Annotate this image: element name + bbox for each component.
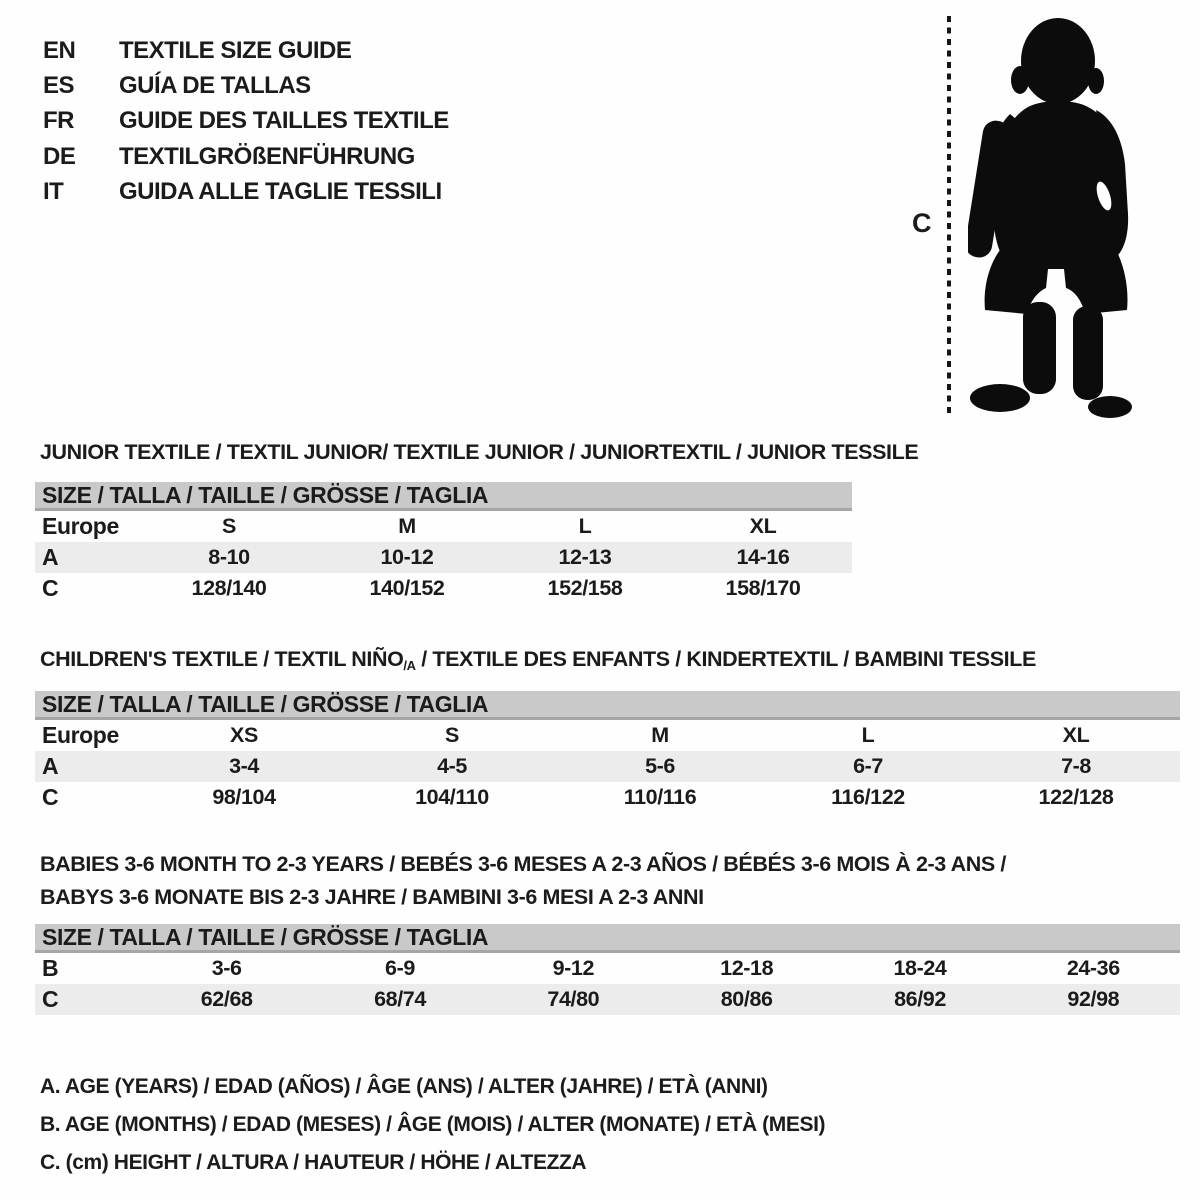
- table-cell: 122/128: [1038, 785, 1114, 809]
- table-cell: L: [861, 723, 875, 747]
- babies-size-table: [35, 924, 1180, 1015]
- language-code: IT: [43, 178, 64, 206]
- row-label: C: [42, 575, 59, 601]
- table-cell: 12-13: [558, 545, 612, 569]
- size-header: SIZE / TALLA / TAILLE / GRÖSSE / TAGLIA: [35, 691, 1180, 720]
- row-label: C: [42, 784, 59, 810]
- section-title-line2: BABYS 3-6 MONATE BIS 2-3 JAHRE / BAMBINI 3-6 MESI A 2-3 ANNI: [40, 885, 704, 909]
- language-label: GUIDA ALLE TAGLIE TESSILI: [119, 178, 442, 206]
- language-label: GUIDE DES TAILLES TEXTILE: [119, 107, 449, 135]
- language-list: [43, 33, 449, 210]
- language-code: FR: [43, 107, 74, 135]
- table-cell: 104/110: [415, 785, 489, 809]
- table-cell: XL: [1062, 723, 1090, 747]
- table-cell: 158/170: [725, 576, 801, 600]
- section-title-text: / TEXTILE DES ENFANTS / KINDERTEXTIL / BAMBINI TESSILE: [415, 647, 1036, 671]
- table-cell: S: [222, 514, 236, 538]
- table-row-height: [35, 782, 1180, 813]
- table-cell: M: [651, 723, 669, 747]
- row-label: C: [42, 986, 59, 1012]
- table-cell: 24-36: [1066, 956, 1120, 980]
- table-cell: 7-8: [1061, 754, 1091, 778]
- table-cell: 98/104: [212, 785, 276, 809]
- size-header: SIZE / TALLA / TAILLE / GRÖSSE / TAGLIA: [35, 482, 852, 511]
- table-row-europe: [35, 511, 852, 542]
- table-cell: 9-12: [552, 956, 595, 980]
- table-row-height: [35, 573, 852, 604]
- row-label: Europe: [42, 513, 119, 539]
- row-label: Europe: [42, 722, 119, 748]
- language-label: TEXTILGRÖßENFÜHRUNG: [119, 142, 415, 170]
- junior-size-table: [35, 482, 852, 604]
- section-title-text: CHILDREN'S TEXTILE / TEXTIL NIÑO: [40, 647, 404, 671]
- table-cell: 18-24: [893, 956, 947, 980]
- legend-line-b: B. AGE (MONTHS) / EDAD (MESES) / ÂGE (MOIS) / ALTER (MONATE) / ETÀ (MESI): [40, 1113, 826, 1136]
- children-size-table: [35, 691, 1180, 813]
- section-title-junior: JUNIOR TEXTILE / TEXTIL JUNIOR/ TEXTILE JUNIOR / JUNIORTEXTIL / JUNIOR TESSILE: [40, 440, 919, 464]
- table-cell: 3-4: [229, 754, 259, 778]
- table-cell: 6-9: [385, 956, 415, 980]
- section-title-line1: BABIES 3-6 MONTH TO 2-3 YEARS / BEBÉS 3-6 MESES A 2-3 AÑOS / BÉBÉS 3-6 MOIS À 2-3 ANS /: [40, 852, 1006, 876]
- height-measure-label: C: [912, 208, 932, 238]
- baby-silhouette-icon: [968, 14, 1138, 419]
- table-row-height: [35, 984, 1180, 1015]
- table-cell: 92/98: [1067, 987, 1120, 1011]
- table-cell: S: [445, 723, 459, 747]
- table-cell: 10-12: [380, 545, 434, 569]
- table-row-age-months: [35, 953, 1180, 984]
- table-cell: 5-6: [645, 754, 675, 778]
- row-label: A: [42, 544, 59, 570]
- table-cell: 12-18: [720, 956, 774, 980]
- legend-line-c: C. (cm) HEIGHT / ALTURA / HAUTEUR / HÖHE / ALTEZZA: [40, 1151, 587, 1174]
- table-cell: L: [578, 514, 592, 538]
- table-cell: 86/92: [894, 987, 946, 1011]
- section-title-children: [40, 643, 1036, 682]
- table-cell: 6-7: [853, 754, 883, 778]
- section-title-subscript: /A: [403, 658, 416, 673]
- table-cell: 14-16: [736, 545, 790, 569]
- language-label: TEXTILE SIZE GUIDE: [119, 36, 352, 64]
- table-row-europe: [35, 720, 1180, 751]
- table-cell: M: [398, 514, 416, 538]
- table-cell: XS: [230, 723, 258, 747]
- table-cell: 80/86: [720, 987, 773, 1011]
- table-cell: 110/116: [623, 785, 697, 809]
- section-title-babies: [40, 848, 1006, 914]
- row-label: B: [42, 955, 59, 981]
- table-cell: 152/158: [547, 576, 623, 600]
- language-code: ES: [43, 72, 75, 100]
- legend-line-a: A. AGE (YEARS) / EDAD (AÑOS) / ÂGE (ANS) / ALTER (JAHRE) / ETÀ (ANNI): [40, 1075, 768, 1098]
- size-header: SIZE / TALLA / TAILLE / GRÖSSE / TAGLIA: [35, 924, 1180, 953]
- table-cell: 140/152: [369, 576, 445, 600]
- table-cell: 128/140: [191, 576, 267, 600]
- row-label: A: [42, 753, 59, 779]
- table-row-age: [35, 751, 1180, 782]
- table-row-age: [35, 542, 852, 573]
- language-label: GUÍA DE TALLAS: [119, 72, 311, 100]
- language-code: EN: [43, 36, 76, 64]
- table-cell: 68/74: [374, 987, 426, 1011]
- height-measure-dashed-line: [947, 16, 951, 416]
- table-cell: 3-6: [211, 956, 242, 980]
- table-cell: XL: [749, 514, 777, 538]
- table-cell: 4-5: [437, 754, 467, 778]
- table-cell: 8-10: [208, 545, 250, 569]
- table-cell: 116/122: [831, 785, 905, 809]
- table-cell: 74/80: [547, 987, 600, 1011]
- language-code: DE: [43, 142, 76, 170]
- legend: [40, 1068, 825, 1182]
- table-cell: 62/68: [200, 987, 253, 1011]
